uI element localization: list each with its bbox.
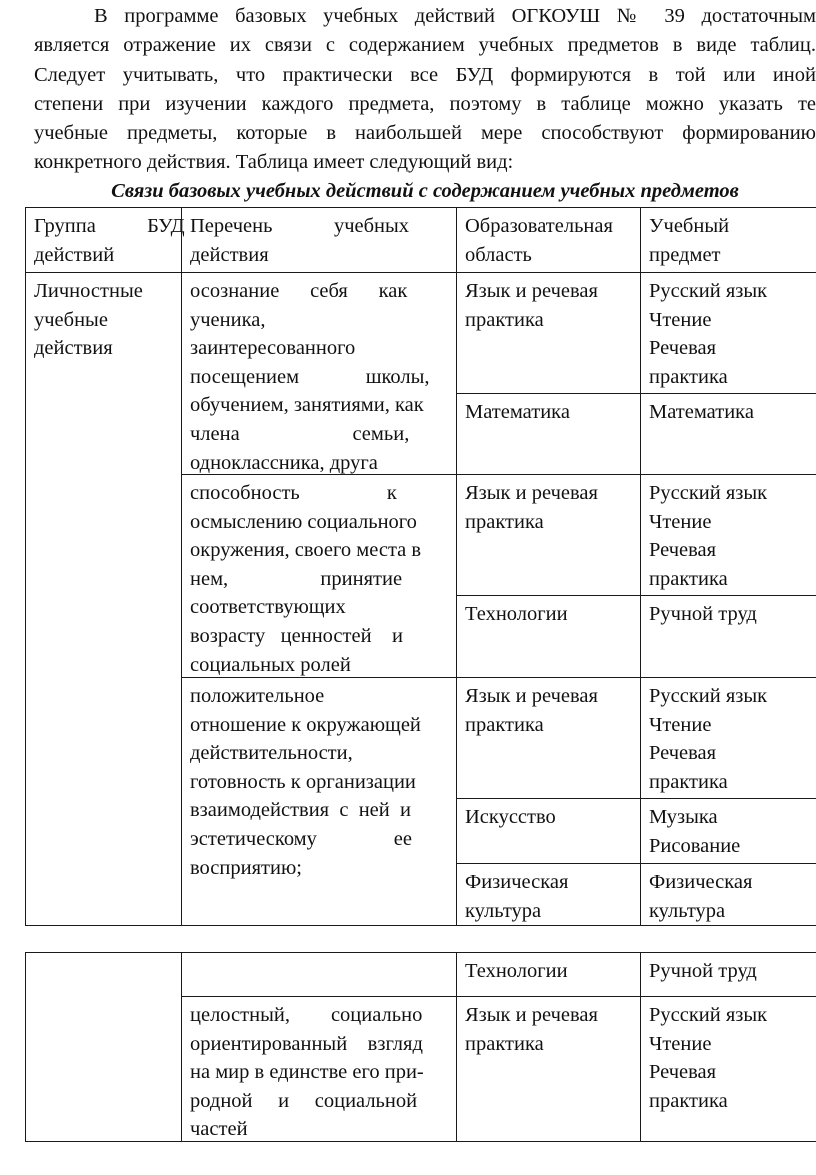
subject-cell: Русский язык Чтение Речевая практика (640, 474, 816, 596)
subject-cell: Русский язык Чтение Речевая практика (640, 996, 816, 1142)
subject-cell: Музыка Рисование (640, 798, 816, 864)
area-cell: Технологии (456, 952, 641, 997)
action-cell: положительное отношение к окружающей действительности, готовность к организации взаимодействия с ней и эстетическому ее восприятию; (181, 677, 457, 926)
area-cell: Искусство (456, 798, 641, 864)
subject-cell: Математика (640, 393, 816, 475)
intro-line: В программе базовых учебных действий ОГКОУШ № 39 достаточным (94, 5, 816, 27)
action-cell: целостный, социально ориентированный взгляд на мир в единстве его при- родной и социальной частей (181, 996, 457, 1142)
area-cell: Язык и речевая практика (456, 474, 641, 596)
intro-line: является отражение их связи с содержанием учебных предметов в виде таблиц. (34, 34, 816, 57)
area-cell: Физическая культура (456, 863, 641, 926)
action-cell: способность к осмыслению социального окружения, своего места в нем, принятие соответствующих возрасту ценностей и социальных ролей (181, 474, 457, 678)
action-cell-continued (181, 952, 457, 997)
group-cell-continued (25, 952, 182, 1142)
header-subject: Учебный предмет (640, 207, 816, 273)
table-caption: Связи базовых учебных действий с содержанием учебных предметов (111, 180, 739, 202)
intro-line: учебные предметы, которые в наибольшей мере способствуют формированию (34, 122, 816, 145)
subject-cell: Физическая культура (640, 863, 816, 926)
area-cell: Технологии (456, 595, 641, 678)
action-cell: осознание себя как ученика, заинтересованного посещением школы, обучением, занятиями, как члена семьи, одноклассника, друга (181, 272, 457, 475)
subject-cell: Ручной труд (640, 595, 816, 678)
header-actions: Перечень учебных действия (181, 207, 457, 273)
group-cell: Личностные учебные действия (25, 272, 182, 926)
intro-line: конкретного действия. Таблица имеет следующий вид: (34, 151, 514, 174)
area-cell: Математика (456, 393, 641, 475)
header-group: Группа БУД действий (25, 207, 182, 273)
header-area: Образовательная область (456, 207, 641, 273)
subject-cell: Ручной труд (640, 952, 816, 997)
intro-paragraph (34, 2, 816, 178)
intro-line: степени при изучении каждого предмета, поэтому в таблице можно указать те (34, 92, 816, 115)
intro-line: Следует учитывать, что практически все БУД формируются в той или иной (34, 63, 816, 86)
area-cell: Язык и речевая практика (456, 272, 641, 394)
subject-cell: Русский язык Чтение Речевая практика (640, 677, 816, 799)
area-cell: Язык и речевая практика (456, 677, 641, 799)
area-cell: Язык и речевая практика (456, 996, 641, 1142)
subject-cell: Русский язык Чтение Речевая практика (640, 272, 816, 394)
